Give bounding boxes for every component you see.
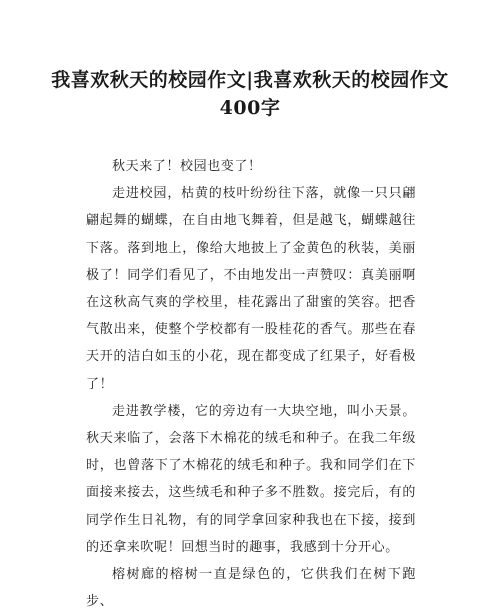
document-title: 我喜欢秋天的校园作文|我喜欢秋天的校园作文400字: [51, 69, 449, 119]
paragraph: 榕树廊的榕树一直是绿色的，它供我们在树下跑步、: [86, 567, 416, 610]
paragraph: 走进教学楼，它的旁边有一大块空地，叫小天景。秋天来临了，会落下木棉花的绒毛和种子。在我二年级时，也曾落下了木棉花的绒毛和种子。我和同学们在下面接来接去，这些绒毛和种子多不胜数。接完后，有的同学作生日礼物，有的同学拿回家种我也在下接，接到的还拿来吹呢！回想当时的趣事，我感到十分开心。: [86, 403, 416, 555]
paragraph: 秋天来了！校园也变了！: [112, 159, 262, 174]
paragraph: 走进校园，枯黄的枝叶纷纷往下落，就像一只只翩翩起舞的蝴蝶，在自由地飞舞着，但是越飞，蝴蝶越往下落。落到地上，像给大地披上了金黄色的秋装，美丽极了！同学们看见了，不由地发出一声赞叹：真美丽啊在这秋高气爽的学校里，桂花露出了甜蜜的笑容。把香气散出来，使整个学校都有一股桂花的香气。那些在春天开的洁白如玉的小花，现在都变成了红果子，好看极了！: [86, 186, 416, 392]
document-body: [86, 153, 416, 615]
